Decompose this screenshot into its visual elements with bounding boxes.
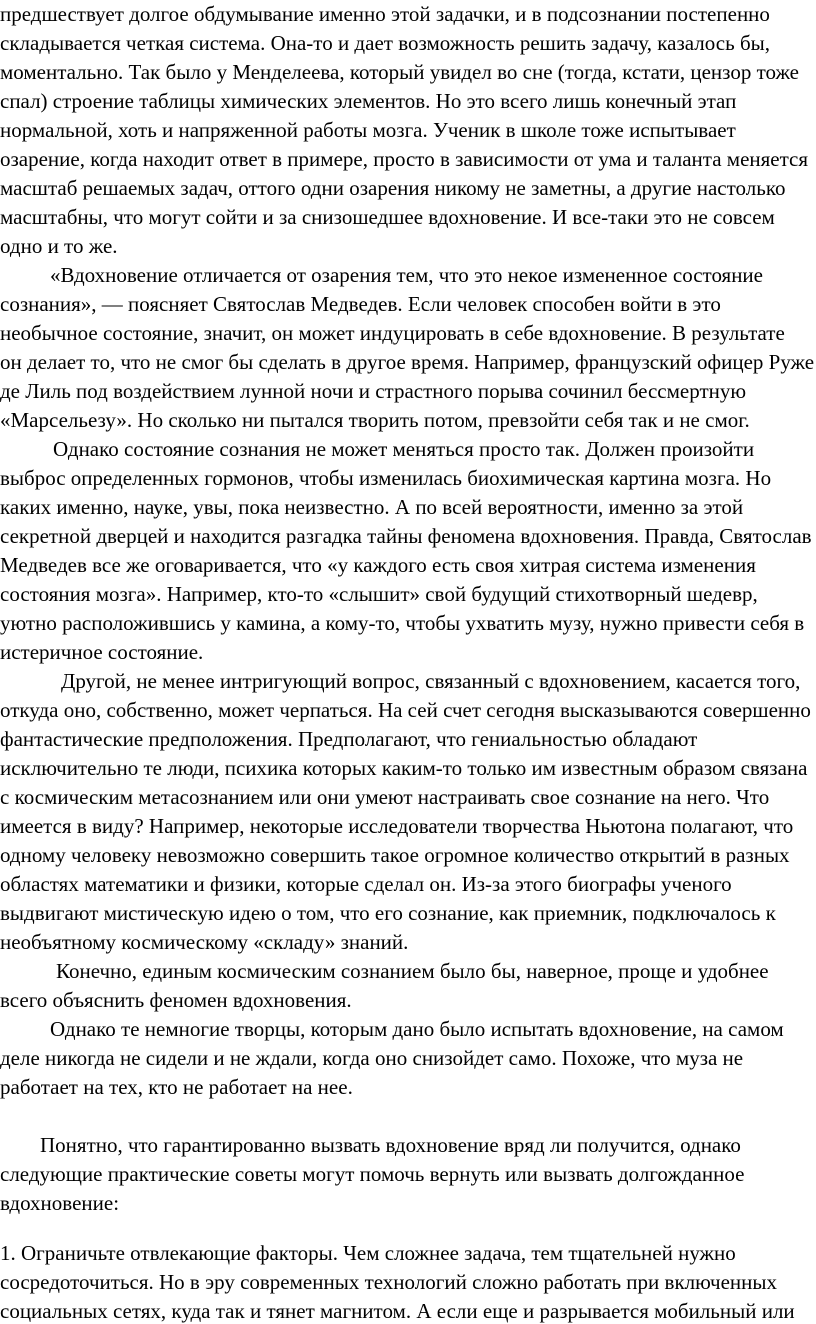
text-line: Конечно, единым космическим сознанием было бы, наверное, проще и удобнее [56, 959, 769, 983]
text-line: имеется в виду? Например, некоторые исследователи творчества Ньютона полагают, что [0, 814, 794, 838]
text-line: состояния мозга». Например, кто-то «слышит» свой будущий стихотворный шедевр, [0, 582, 758, 606]
text-line: спал) строение таблицы химических элементов. Но это всего лишь конечный этап [0, 89, 737, 113]
text-line: следующие практические советы могут помочь вернуть или вызвать долгожданное [0, 1162, 745, 1186]
text-line: озарение, когда находит ответ в примере, просто в зависимости от ума и таланта меняется [0, 147, 809, 171]
text-line: «Марсельезу». Но сколько ни пытался творить потом, превзойти себя так и не смог. [0, 408, 750, 432]
text-line: «Вдохновение отличается от озарения тем, что это некое измененное состояние [50, 263, 763, 287]
text-line: каких именно, науке, увы, пока неизвестно. А по всей вероятности, именно за этой [0, 495, 744, 519]
text-line: необъятному космическому «складу» знаний. [0, 930, 409, 954]
text-line: масштабны, что могут сойти и за снизошедшее вдохновение. И все-таки это не совсем [0, 205, 775, 229]
text-line: исключительно те люди, психика которых каким-то только им известным образом связана [0, 756, 808, 780]
text-line: откуда оно, собственно, может черпаться. На сей счет сегодня высказываются совершенно [0, 698, 811, 722]
text-line: де Лиль под воздействием лунной ночи и страстного порыва сочинил бессмертную [0, 379, 747, 403]
text-line: всего объяснить феномен вдохновения. [0, 988, 352, 1012]
text-line: складывается четкая система. Она-то и дает возможность решить задачу, казалось бы, [0, 31, 770, 55]
text-line: Однако те немногие творцы, которым дано было испытать вдохновение, на самом [50, 1017, 784, 1041]
text-line: истеричное состояние. [0, 640, 204, 664]
text-line: Однако состояние сознания не может меняться просто так. Должен произойти [53, 437, 755, 461]
text-line: одно и то же. [0, 234, 118, 258]
text-line: секретной дверцей и находится разгадка тайны феномена вдохновения. Правда, Святослав [0, 524, 812, 548]
text-line: деле никогда не сидели и не ждали, когда оно снизойдет само. Похоже, что муза не [0, 1046, 744, 1070]
text-line: социальных сетях, куда так и тянет магнитом. А если еще и разрывается мобильный или [0, 1299, 795, 1323]
text-line: Другой, не менее интригующий вопрос, связанный с вдохновением, касается того, [61, 669, 801, 693]
text-line: с космическим метасознанием или они умеют настраивать свое сознание на него. Что [0, 785, 770, 809]
text-line: он делает то, что не смог бы сделать в другое время. Например, французский офицер Руже [0, 350, 815, 374]
text-line: одному человеку невозможно совершить такое огромное количество открытий в разных [0, 843, 790, 867]
text-line: выдвигают мистическую идею о том, что его сознание, как приемник, подключалось к [0, 901, 776, 925]
text-line: предшествует долгое обдумывание именно этой задачки, и в подсознании постепенно [0, 2, 770, 26]
text-line: Понятно, что гарантированно вызвать вдохновение вряд ли получится, однако [40, 1133, 741, 1157]
text-line: сознания», — поясняет Святослав Медведев. Если человек способен войти в это [0, 292, 721, 316]
text-line: вдохновение: [0, 1191, 120, 1215]
text-line: масштаб решаемых задач, оттого одни озарения никому не заметны, а другие настолько [0, 176, 786, 200]
text-line: областях математики и физики, которые сделал он. Из-за этого биографы ученого [0, 872, 732, 896]
text-line: необычное состояние, значит, он может индуцировать в себе вдохновение. В результате [0, 321, 785, 345]
text-line: моментально. Так было у Менделеева, который увидел во сне (тогда, кстати, цензор тоже [0, 60, 800, 84]
text-line: фантастические предположения. Предполагают, что гениальностью обладают [0, 727, 698, 751]
text-line: выброс определенных гормонов, чтобы изменилась биохимическая картина мозга. Но [0, 466, 772, 490]
text-line: нормальной, хоть и напряженной работы мозга. Ученик в школе тоже испытывает [0, 118, 736, 142]
text-line: сосредоточиться. Но в эру современных технологий сложно работать при включенных [0, 1270, 777, 1294]
list-item-line: 1. Ограничьте отвлекающие факторы. Чем сложнее задача, тем тщательней нужно [0, 1241, 736, 1265]
text-line: Медведев все же оговаривается, что «у каждого есть своя хитрая система изменения [0, 553, 756, 577]
text-line: уютно расположившись у камина, а кому-то, чтобы ухватить музу, нужно привести себя в [0, 611, 805, 635]
text-line: работает на тех, кто не работает на нее. [0, 1075, 353, 1099]
